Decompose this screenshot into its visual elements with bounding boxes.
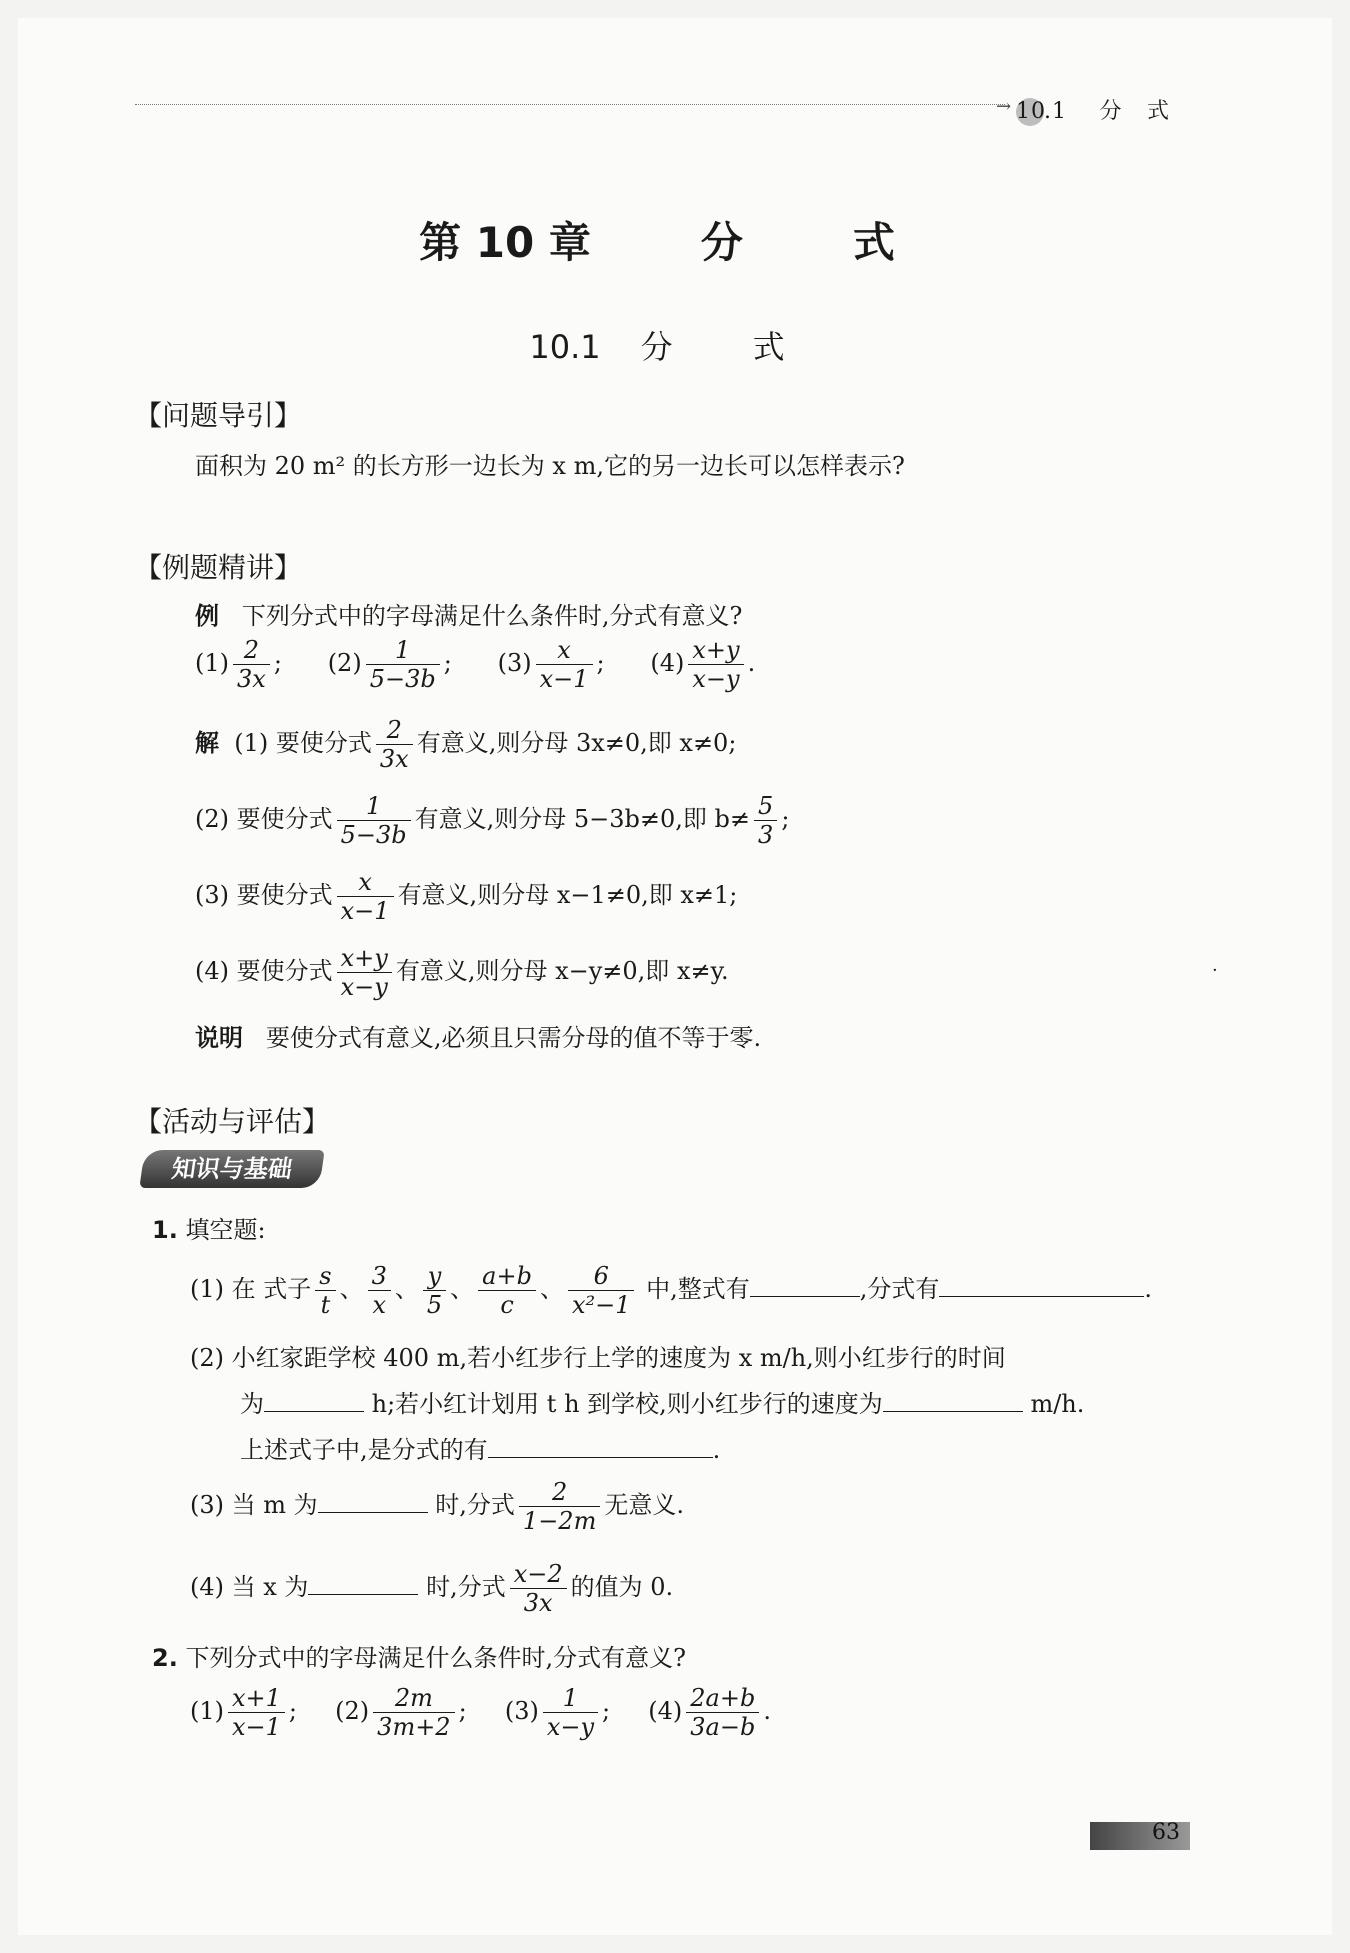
header-arrow-icon: →: [996, 96, 1012, 117]
q1-part1: (1) 在 式子 $\frac{s}{t}$ 、 $\frac{3}{x}$ 、 $\frac{y}{5}$ 、 $\frac{a+b}{c}$ 、 $\frac{6}{\text{x²−1}}$ 中,整式有 ,分式有 .: [190, 1262, 1153, 1319]
chapter-title: 第 10 章 分 式: [419, 218, 895, 267]
solution-1: 解 (1) 要使分式 $\frac{2}{3x}$ 有意义,则分母 3x≠0,即 x≠0;: [195, 716, 737, 773]
answer-blank[interactable]: [883, 1389, 1023, 1412]
q2-items: [190, 1684, 771, 1741]
q1-part2-line3: 上述式子中,是分式的有 .: [240, 1436, 721, 1464]
answer-blank[interactable]: [264, 1389, 364, 1412]
example-item: (3) $\frac{x}{x-1}$ ;: [497, 636, 605, 693]
running-header-num: 10: [1016, 99, 1046, 124]
q1-part4: (4) 当 x 为 时,分式 $\frac{x-2}{3x}$ 的值为 0.: [190, 1560, 674, 1617]
q1-part2-line2: 为 h;若小红计划用 t h 到学校,则小红步行的速度为 m/h.: [240, 1390, 1085, 1418]
answer-blank[interactable]: [488, 1435, 713, 1458]
q2-item: (4) $\frac{2a+b}{3a-b}$ .: [648, 1684, 771, 1741]
intro-heading: 【问题导引】: [134, 399, 303, 432]
example-item: (2) $\frac{1}{5-3b}$ ;: [327, 636, 452, 693]
activity-heading: 【活动与评估】: [134, 1105, 331, 1138]
q2-item: (3) $\frac{1}{x-y}$ ;: [504, 1684, 611, 1741]
example-item: (4) $\frac{x+y}{x-y}$ .: [650, 636, 756, 693]
example-items: [195, 636, 755, 693]
answer-blank[interactable]: [939, 1274, 1144, 1297]
q1-title: 1. 填空题:: [152, 1216, 266, 1244]
q2-item: (2) $\frac{2m}{3m+2}$ ;: [335, 1684, 467, 1741]
q1-part3: (3) 当 m 为 时,分式 $\frac{2}{1-2m}$ 无意义.: [190, 1478, 684, 1535]
answer-blank[interactable]: [318, 1490, 428, 1513]
example-prompt: 例 下列分式中的字母满足什么条件时,分式有意义?: [195, 602, 743, 630]
header-rule: [135, 104, 1005, 105]
q1-part2-line1: (2) 小红家距学校 400 m,若小红步行上学的速度为 x m/h,则小红步行的时间: [190, 1344, 1006, 1372]
section-title: 10.1 分 式: [529, 328, 785, 366]
running-header: 10.1 分 式: [1016, 99, 1171, 124]
solution-3: (3) 要使分式 $\frac{x}{x-1}$ 有意义,则分母 x−1≠0,即 x≠1;: [195, 868, 738, 925]
stray-mark: ·: [1212, 960, 1218, 981]
solution-2: (2) 要使分式 $\frac{1}{5-3b}$ 有意义,则分母 5−3b≠0,即 b≠ $\frac{5}{3}$ ;: [195, 792, 790, 849]
knowledge-badge: 知识与基础: [139, 1150, 324, 1188]
example-note: 说明 要使分式有意义,必须且只需分母的值不等于零.: [195, 1024, 762, 1052]
solution-4: (4) 要使分式 $\frac{x+y}{x-y}$ 有意义,则分母 x−y≠0,即 x≠y.: [195, 944, 729, 1001]
q2-item: (1) $\frac{x+1}{x-1}$ ;: [190, 1684, 298, 1741]
q2-title: 2. 下列分式中的字母满足什么条件时,分式有意义?: [152, 1644, 686, 1672]
example-heading: 【例题精讲】: [134, 551, 303, 584]
page-number: 63: [1152, 1820, 1180, 1845]
intro-question: 面积为 20 m² 的长方形一边长为 x m,它的另一边长可以怎样表示?: [195, 452, 905, 480]
example-item: (1) $\frac{2}{3x}$ ;: [195, 636, 282, 693]
answer-blank[interactable]: [750, 1274, 860, 1297]
answer-blank[interactable]: [308, 1572, 418, 1595]
